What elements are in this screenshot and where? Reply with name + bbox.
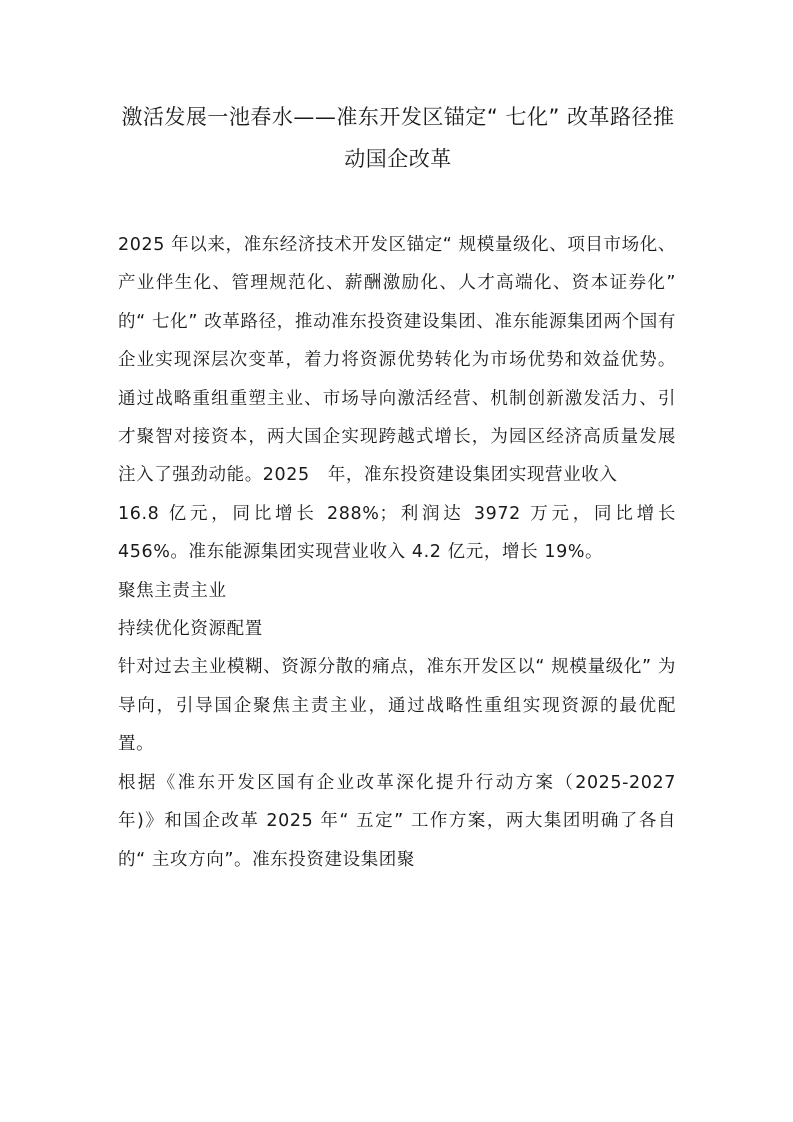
document-title: 激活发展一池春水——准东开发区锚定“ 七化” 改革路径推动国企改革 xyxy=(121,105,675,171)
paragraph-action-plan: 根据《准东开发区国有企业改革深化提升行动方案（2025-2027 年)》和国企改革 2025 年“ 五定” 工作方案，两大集团明确了各自的“ 主攻方向”。准东投资建设集团聚 xyxy=(118,772,676,870)
paragraph-intro: 2025 年以来，准东经济技术开发区锚定“ 规模量级化、项目市场化、产业伴生化、管理规范化、薪酬激励化、人才高端化、资本证券化” 的“ 七化” 改革路径，推动准东投资建设集团、准东能源集团两个国有企业实现深层次变革，着力将资源优势转化为市场优势和效益优势。通过战略重组重塑主业、市场导向激活经营、机制创新激发活力、引才聚智对接资本，两大国企实现跨越式增长，为园区经济高质量发展注入了强劲动能。2025 年，准东投资建设集团实现营业收入 xyxy=(118,235,676,486)
section-heading-line-2: 持续优化资源配置 xyxy=(118,619,263,640)
paragraph-figures: 16.8 亿元，同比增长 288%；利润达 3972 万元，同比增长 456%。准东能源集团实现营业收入 4.2 亿元，增长 19%。 xyxy=(118,503,676,563)
section-heading-line-1: 聚焦主责主业 xyxy=(118,580,227,601)
paragraph-resource-allocation: 针对过去主业模糊、资源分散的痛点，准东开发区以“ 规模量级化” 为导向，引导国企聚焦主责主业，通过战略性重组实现资源的最优配置。 xyxy=(118,657,676,755)
document-body xyxy=(118,226,676,879)
